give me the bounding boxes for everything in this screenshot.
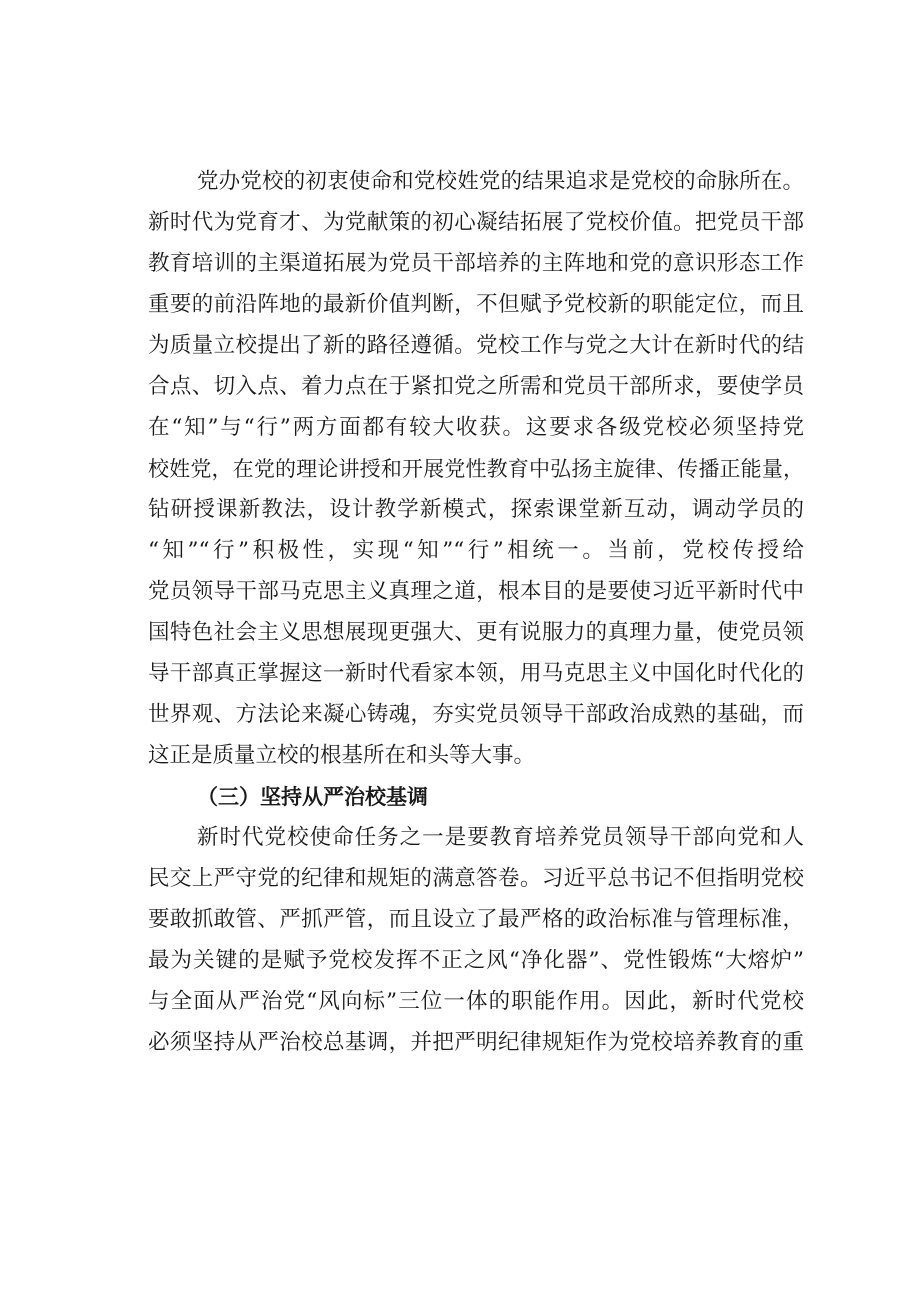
paragraph-line: 必须坚持从严治校总基调，并把严明纪律规矩作为党校培养教育的重 [148,1030,804,1055]
paragraph-line: 为质量立校提出了新的路径遵循。党校工作与党之大计在新时代的结 [148,333,804,358]
section-heading: （三）坚持从严治校基调 [197,785,428,809]
paragraph-line: 与全面从严治党“风向标”三位一体的职能作用。因此，新时代党校 [148,989,804,1014]
paragraph-line: 在“知”与“行”两方面都有较大收获。这要求各级党校必须坚持党 [148,415,804,440]
paragraph-line: 民交上严守党的纪律和规矩的满意答卷。习近平总书记不但指明党校 [148,866,804,891]
paragraph-line: 导干部真正掌握这一新时代看家本领，用马克思主义中国化时代化的 [148,661,804,686]
paragraph-line: 要敢抓敢管、严抓严管，而且设立了最严格的政治标准与管理标准， [148,907,804,932]
paragraph-line: “知”“行”积极性，实现“知”“行”相统一。当前，党校传授给 [148,538,804,563]
paragraph-line: 合点、切入点、着力点在于紧扣党之所需和党员干部所求，要使学员 [148,374,804,399]
paragraph-line: 最为关键的是赋予党校发挥不正之风“净化器”、党性锻炼“大熔炉” [148,948,804,973]
paragraph-line: 重要的前沿阵地的最新价值判断，不但赋予党校新的职能定位，而且 [148,292,804,317]
paragraph-line: 校姓党，在党的理论讲授和开展党性教育中弘扬主旋律、传播正能量， [148,457,804,481]
paragraph-line: 国特色社会主义思想展现更强大、更有说服力的真理力量，使党员领 [148,620,804,645]
paragraph-line: 这正是质量立校的根基所在和头等大事。 [148,743,536,768]
paragraph-line: 党办党校的初衷使命和党校姓党的结果追求是党校的命脉所在。 [197,169,804,194]
paragraph-line: 教育培训的主渠道拓展为党员干部培养的主阵地和党的意识形态工作 [148,251,804,276]
paragraph-line: 新时代为党育才、为党献策的初心凝结拓展了党校价值。把党员干部 [148,210,804,235]
paragraph-line: 钻研授课新教法，设计教学新模式，探索课堂新互动，调动学员的 [148,497,804,522]
paragraph-line: 党员领导干部马克思主义真理之道，根本目的是要使习近平新时代中 [148,579,804,604]
paragraph-line: 世界观、方法论来凝心铸魂，夯实党员领导干部政治成熟的基础，而 [148,702,804,727]
paragraph-line: 新时代党校使命任务之一是要教育培养党员领导干部向党和人 [197,825,804,850]
